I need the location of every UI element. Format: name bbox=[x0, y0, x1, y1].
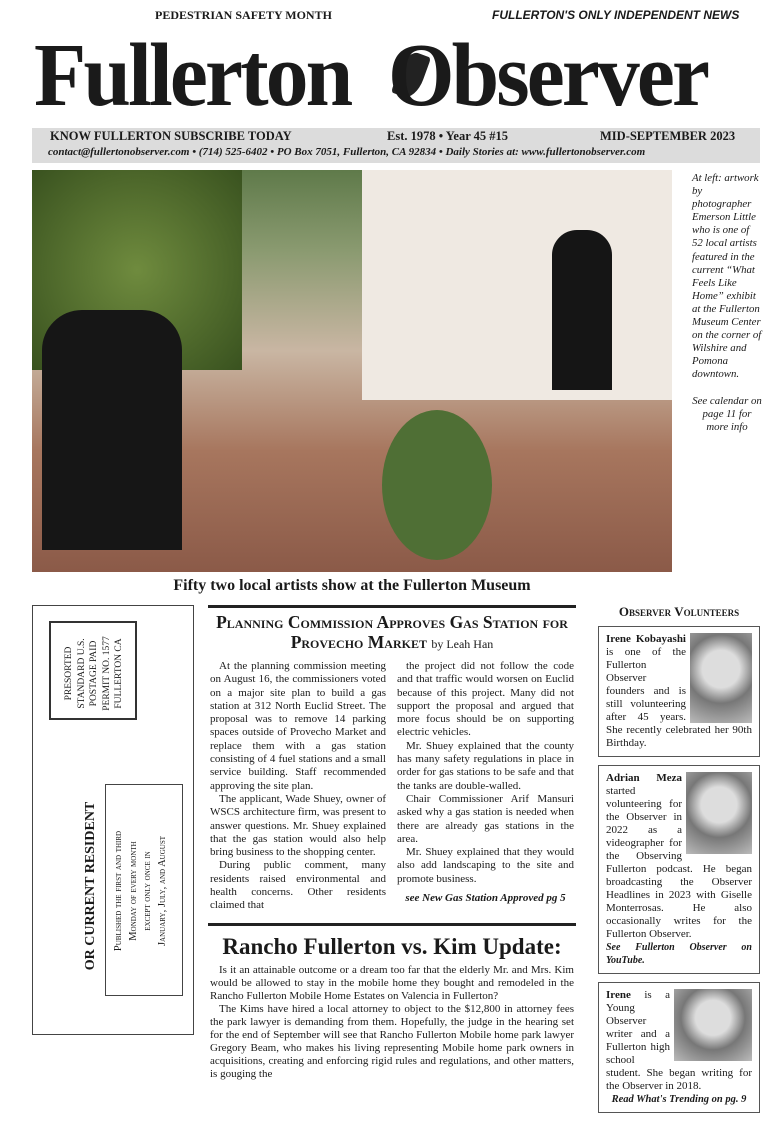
photo-caption: Fifty two local artists show at the Fullerton Museum bbox=[173, 577, 531, 594]
divider bbox=[208, 923, 576, 926]
tagline-left: PEDESTRIAN SAFETY MONTH bbox=[155, 8, 332, 22]
postage-indicia bbox=[49, 621, 137, 720]
volunteer-photo bbox=[686, 772, 752, 854]
side-caption-text: At left: artwork by photographer Emerson Little who is one of 52 local artists featured in the current “What Feels Like Home” exhibit at the Fullerton Museum Center on the corner of Wilshire and Pomona downtown. bbox=[692, 172, 762, 381]
volunteers-title: Observer Volunteers bbox=[618, 604, 740, 619]
volunteer-link[interactable]: See Fullerton Observer on YouTube. bbox=[606, 942, 752, 966]
article-headline: Planning Commission Approves Gas Station for Provecho Market by Leah Han bbox=[216, 612, 568, 652]
mailing-panel bbox=[32, 605, 194, 1035]
cover-photo bbox=[32, 170, 672, 572]
photo-side-caption bbox=[692, 172, 762, 434]
masthead-observer: Observer bbox=[388, 26, 708, 125]
volunteer-photo bbox=[690, 633, 752, 723]
article2-body: Is it an attainable outcome or a dream too far that the elderly Mr. and Mrs. Kim would be allowed to stay in the mobile home they bought and remodeled in the Rancho Fullerton Mobile Home Estates on Valencia in Fullerton? The Kims have hired a local attorney to object to the $12,800 in attorney fees the park lawyer is demanding from them. Hopefully, the judge in the hearing set for the end of September will see that Rancho Fullerton Mobile home park lawyer Gregory Beam, who makes his living representing Mobile home park owners in acquisitions, creating and enforcing rigid rules and regulations, and other matters, is gouging the bbox=[210, 963, 574, 1080]
issue-date: MID-SEPTEMBER 2023 bbox=[600, 129, 736, 143]
article2-headline: Rancho Fullerton vs. Kim Update: bbox=[222, 933, 562, 959]
volunteer-photo bbox=[674, 989, 752, 1061]
established-text: Est. 1978 • Year 45 #15 bbox=[387, 129, 509, 143]
volunteer-card: Irene is a Young Observer writer and a Fullerton high school student. She began writing for the Observer in 2018. Read What's Trending on pg. 9 bbox=[598, 982, 760, 1113]
jump-link[interactable]: see New Gas Station Approved pg 5 bbox=[405, 892, 566, 905]
side-caption-more: See calendar on page 11 for more info bbox=[692, 394, 762, 433]
volunteer-card: Adrian Meza started volunteering for the Observer in 2022 as a videographer for the Observing Fullerton podcast. He began broadcasting the Observer Headlines in 2023 with Giselle Monterrosas. He also occasionally writes for the Fullerton Observer. See Fullerton Observer on YouTube. bbox=[598, 765, 760, 974]
tagline-right: FULLERTON'S ONLY INDEPENDENT NEWS bbox=[492, 8, 740, 22]
volunteer-card: Irene Kobayashi is one of the Fullerton Observer founders and is still volunteering after 45 years. She recently celebrated her 90th Birthday. bbox=[598, 626, 760, 757]
byline: by Leah Han bbox=[431, 637, 494, 651]
divider bbox=[208, 605, 576, 608]
center-column bbox=[208, 605, 576, 1081]
article-column-1: At the planning commission meeting on August 16, the commissioners voted on a major site plan to build a gas station at 312 North Euclid Street. The proposal was to remove 14 parking spaces outside of Provecho Market and replace them with a gas station consisting of 4 fuel stations and a small service building. Staff recommended approving the site plan. The applicant, Wade Shuey, owner of WSCS architecture firm, was present to answer questions. Mr. Shuey explained that the gas station would also help bring business to the shopping center. During public comment, many residents raised environmental and health concerns. Other residents claimed that bbox=[210, 660, 386, 912]
volunteers-sidebar bbox=[598, 604, 760, 1121]
contact-line: contact@fullertonobserver.com • (714) 525-6402 • PO Box 7051, Fullerton, CA 92834 • Daily Stories at: www.fullertonobserver.com bbox=[48, 146, 646, 158]
current-resident: OR CURRENT RESIDENT bbox=[83, 801, 98, 971]
volunteer-link[interactable]: Read What's Trending on pg. 9 bbox=[611, 1094, 747, 1105]
postage-text: PRESORTED STANDARD U.S. POSTAGE PAID PERMIT NO. 1577 FULLERTON CA bbox=[64, 636, 124, 711]
article-column-2: the project did not follow the code and that traffic would worsen on Euclid because of this project. Many did not support the proposal and argued that more focus should be on supporting electric vehicles. Mr. Shuey explained that the county has many safety regulations in place in order for gas stations to be safe and that the tanks are double-walled. Chair Commissioner Arif Mansuri asked why a gas station is needed when there are already gas stations in the area. Mr. Shuey explained that they would also add landscaping to the site and promote business. see New Gas Station Approved pg 5 bbox=[397, 660, 574, 905]
schedule-box bbox=[105, 784, 183, 996]
schedule-text: Published the first and third Monday of every month except only once in January, July, and August bbox=[113, 830, 168, 952]
subscribe-text: KNOW FULLERTON SUBSCRIBE TODAY bbox=[50, 129, 292, 143]
masthead-fullerton: Fullerton bbox=[34, 26, 351, 125]
info-bar bbox=[32, 128, 760, 163]
